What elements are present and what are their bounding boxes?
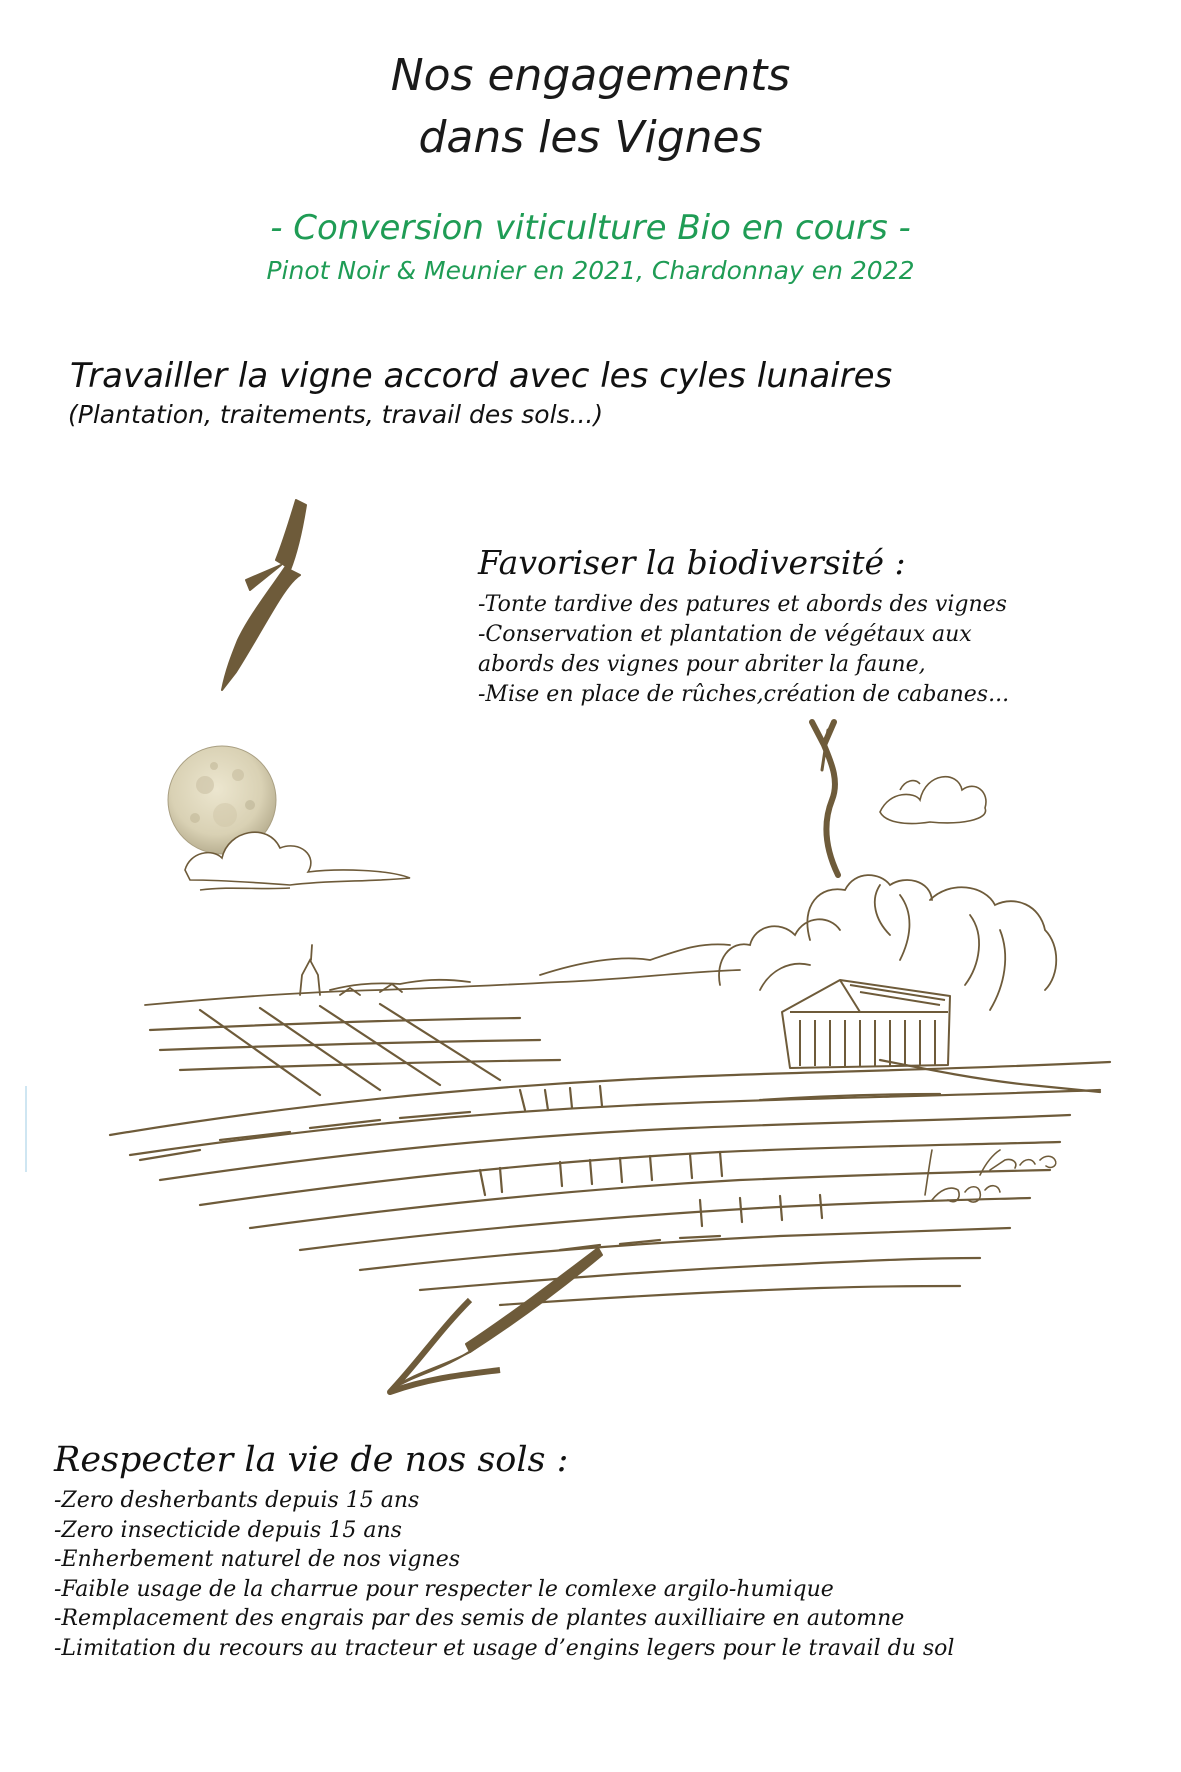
soils-item: -Limitation du recours au tracteur et usage d’engins legers pour le travail du sol [54,1635,955,1661]
soils-item: -Enherbement naturel de nos vignes [54,1547,461,1572]
barn-sketch [782,980,950,1068]
cloud-right-icon [880,777,986,824]
conversion-detail: Pinot Noir & Meunier en 2021, Chardonnay en 2022 [266,256,915,285]
lunar-heading: Travailler la vigne accord avec les cyles lunaires [70,356,893,396]
biodiversity-item: -Mise en place de rûches,création de cabanes... [478,682,1010,707]
page-title-line-1: Nos engagements [390,50,791,101]
biodiversity-heading: Favoriser la biodiversité : [478,543,906,582]
soils-item: -Faible usage de la charrue pour respecter le comlexe argilo-humique [54,1576,834,1602]
biodiversity-item: -Conservation et plantation de végétaux aux [478,622,972,647]
soils-item: -Zero desherbants depuis 15 ans [54,1488,420,1513]
conversion-banner: - Conversion viticulture Bio en cours - [270,208,911,248]
biodiversity-item: abords des vignes pour abriter la faune, [478,652,926,677]
biodiversity-item: -Tonte tardive des patures et abords des vignes [478,592,1007,617]
soils-item: -Remplacement des engrais par des semis de plantes auxilliaire en automne [54,1606,905,1631]
village-sketch [145,944,740,1005]
page-title-line-2: dans les Vignes [418,112,763,163]
lunar-subtitle: (Plantation, traitements, travail des sols...) [68,400,604,429]
vine-rows-sketch [110,1004,1110,1305]
artist-signature [925,1150,1056,1202]
arrow-up-left-icon [222,500,306,690]
arrow-down-left-icon [390,1248,602,1392]
arrow-up-icon [812,722,838,875]
tree-cluster [719,875,1056,1010]
soils-heading: Respecter la vie de nos sols : [54,1440,569,1480]
soils-item: -Zero insecticide depuis 15 ans [54,1517,402,1543]
